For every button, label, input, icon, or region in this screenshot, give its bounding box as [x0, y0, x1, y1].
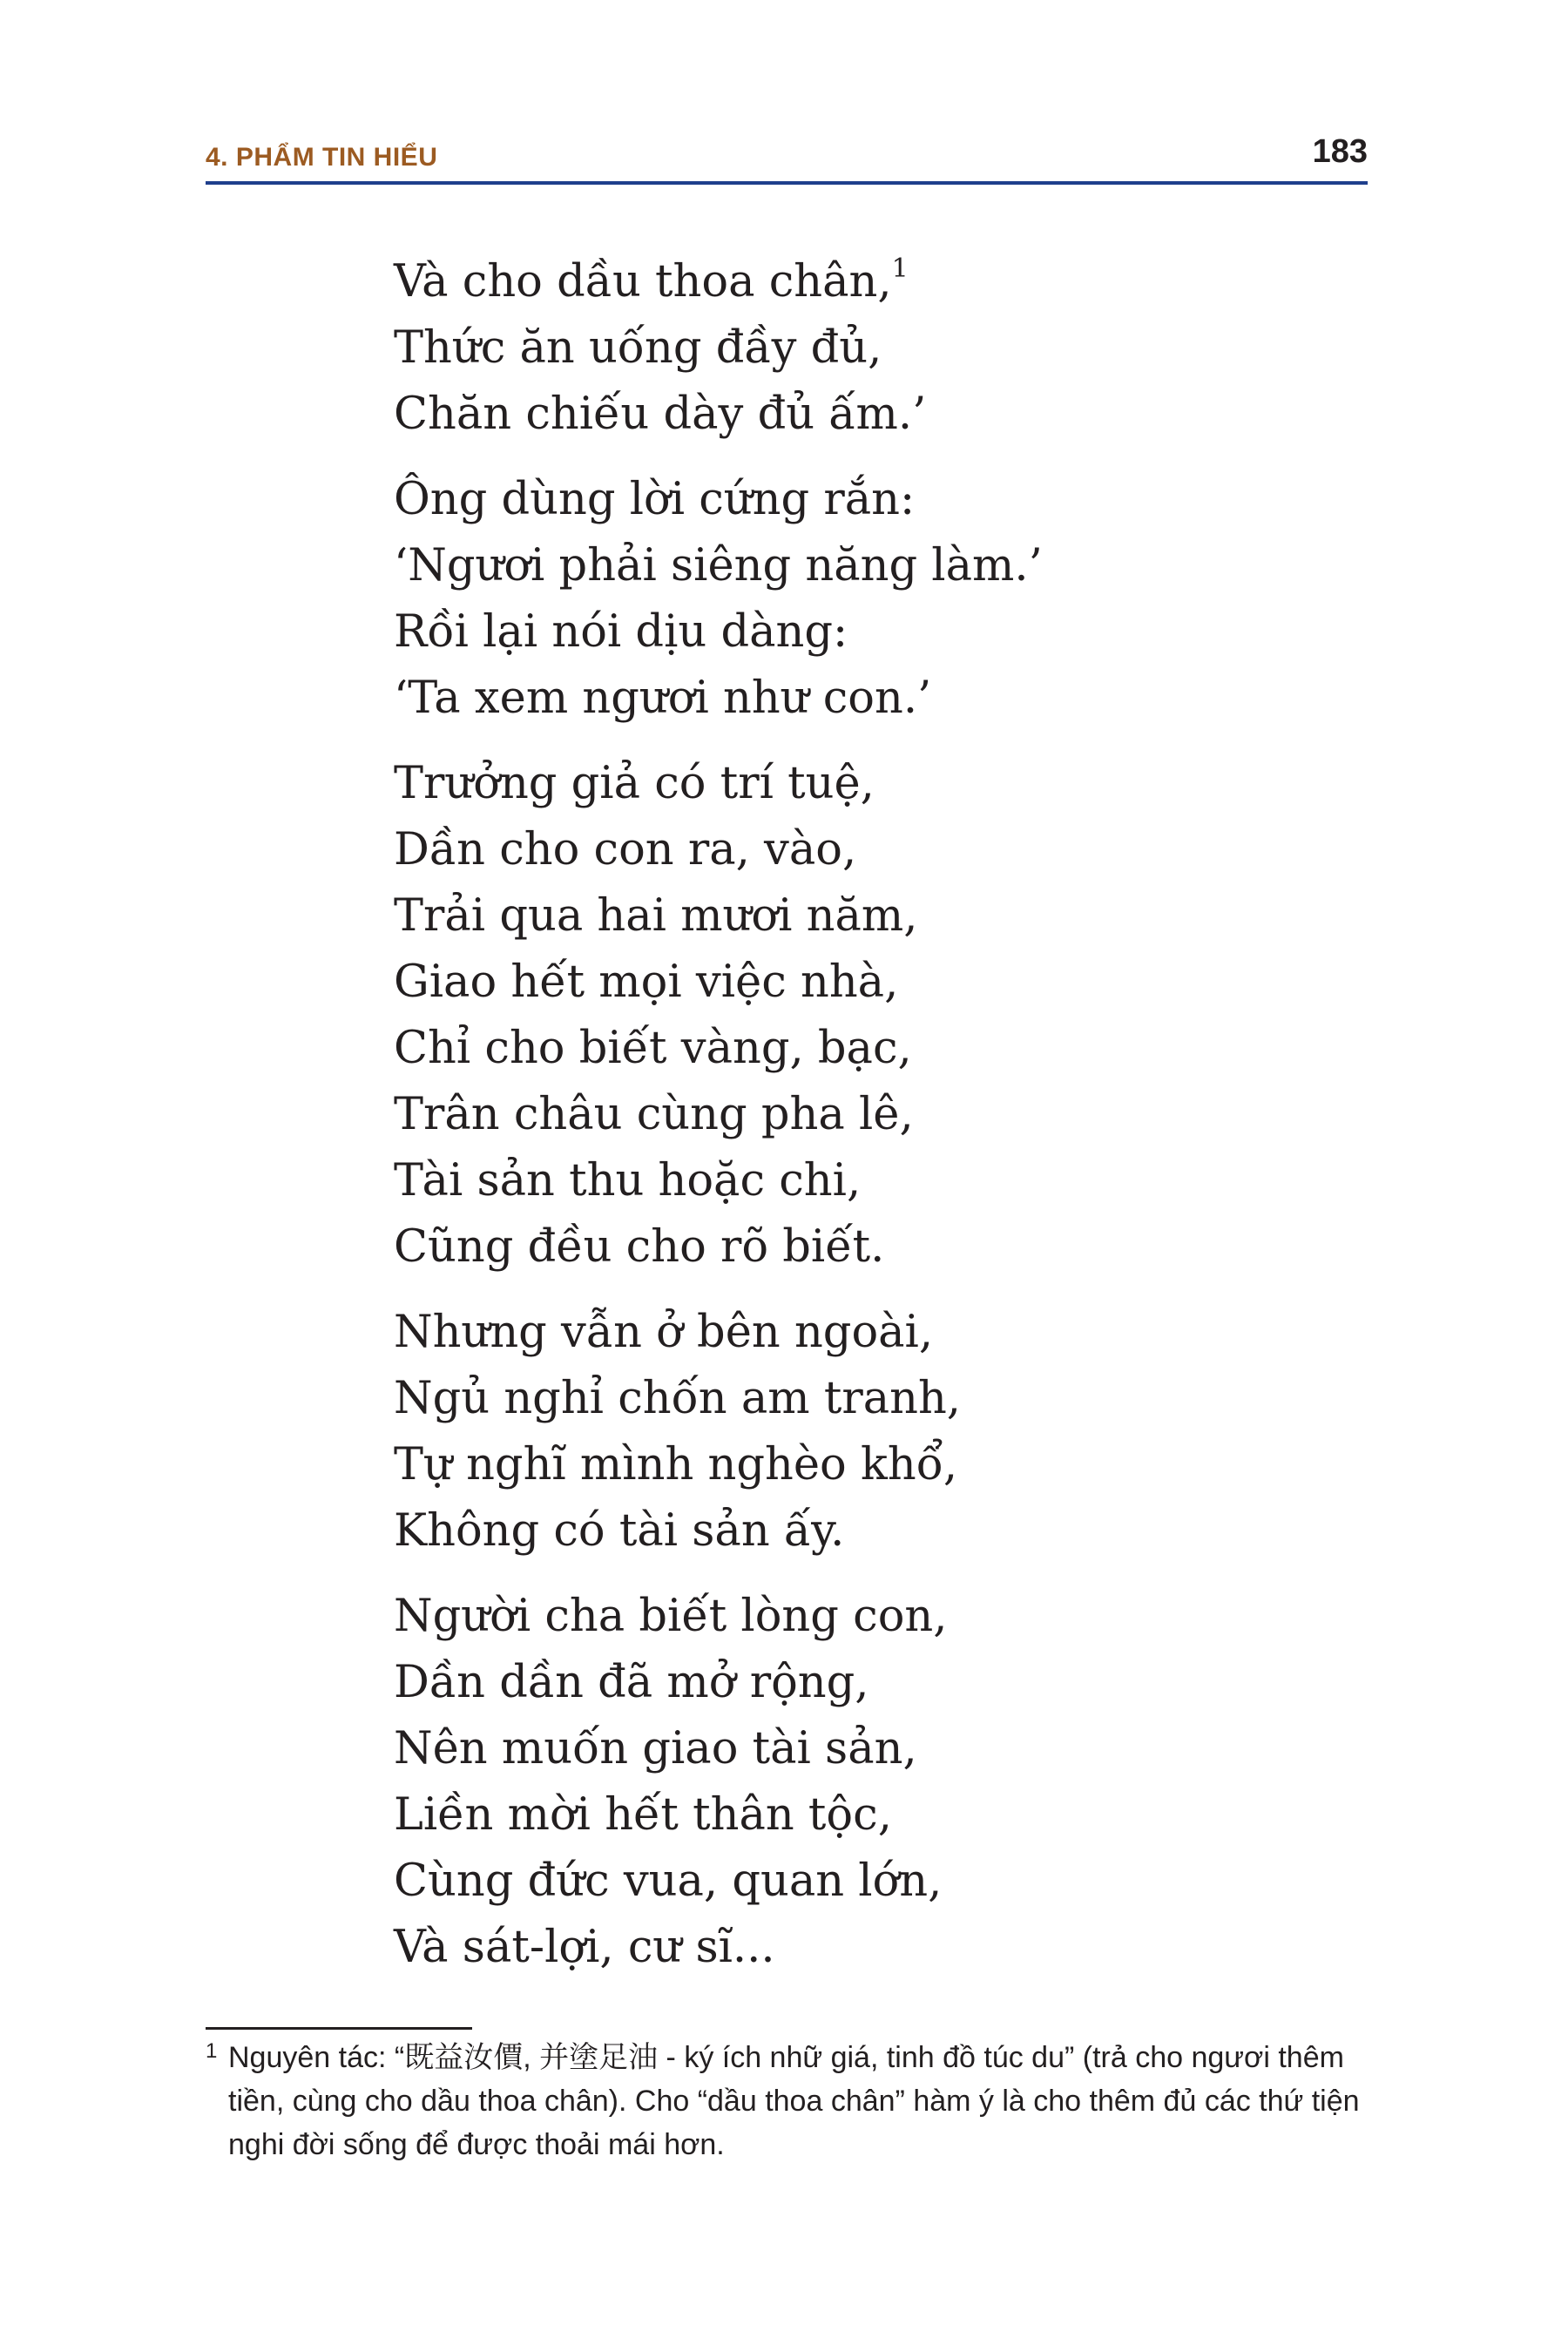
poem-line: [394, 1584, 1352, 1650]
footnote-text: Nguyên tác: “既益汝價, 并塗足油 - ký ích nhữ giá, tinh đồ túc du” (trả cho ngươi thêm tiền, cùng cho dầu thoa chân). Cho “dầu thoa chân” hàm ý là cho thêm đủ các thứ tiện nghi đời sống để được thoải mái hơn.: [228, 2041, 1360, 2161]
poem-line: [394, 1716, 1352, 1782]
poem-body: [394, 249, 1352, 2000]
poem-line: [394, 1432, 1352, 1498]
poem-line: [394, 817, 1352, 883]
poem-line: [394, 249, 1352, 315]
poem-line: [394, 382, 1352, 448]
poem-line: [394, 599, 1352, 666]
poem-line-text: Không có tài sản ấy.: [394, 1505, 845, 1557]
poem-line-text: Trải qua hai mươi năm,: [394, 890, 918, 942]
page-number: 183: [1312, 133, 1368, 170]
footnote-mark: 1: [206, 2039, 218, 2063]
poem-line: [394, 883, 1352, 950]
poem-line-text: Chăn chiếu dày đủ ấm.’: [394, 389, 927, 440]
poem-line-text: Ông dùng lời cứng rắn:: [394, 474, 916, 525]
poem-line: [394, 1148, 1352, 1214]
stanza: [394, 467, 1352, 732]
poem-line-text: Tự nghĩ mình nghèo khổ,: [394, 1439, 958, 1490]
poem-line-text: Và cho dầu thoa chân,: [394, 256, 892, 308]
poem-line-text: Trưởng giả có trí tuệ,: [394, 758, 875, 809]
stanza: [394, 751, 1352, 1281]
poem-line-text: ‘Ta xem ngươi như con.’: [394, 672, 932, 724]
poem-line-text: Chỉ cho biết vàng, bạc,: [394, 1023, 912, 1074]
poem-line: [394, 467, 1352, 533]
poem-line-text: Trân châu cùng pha lê,: [394, 1089, 914, 1140]
poem-line: [394, 315, 1352, 382]
poem-line-text: Rồi lại nói dịu dàng:: [394, 606, 848, 658]
poem-line-text: Giao hết mọi việc nhà,: [394, 956, 899, 1008]
poem-line-text: Liền mời hết thân tộc,: [394, 1789, 892, 1841]
poem-line-text: Ngủ nghỉ chốn am tranh,: [394, 1373, 962, 1424]
footnote: [206, 2036, 1377, 2166]
poem-line-text: Nhưng vẫn ở bên ngoài,: [394, 1307, 934, 1358]
poem-line: [394, 1300, 1352, 1366]
poem-line: [394, 1848, 1352, 1915]
poem-line: [394, 1498, 1352, 1565]
stanza: [394, 249, 1352, 448]
poem-line-text: ‘Ngươi phải siêng năng làm.’: [394, 540, 1043, 591]
stanza: [394, 1584, 1352, 1981]
page-header: [206, 120, 1368, 185]
poem-line: [394, 1782, 1352, 1848]
poem-line: [394, 1366, 1352, 1432]
poem-line: [394, 751, 1352, 817]
poem-line-text: Dần dần đã mở rộng,: [394, 1657, 869, 1708]
poem-line: [394, 1016, 1352, 1082]
poem-line: [394, 666, 1352, 732]
poem-line-text: Người cha biết lòng con,: [394, 1591, 948, 1642]
footnote-reference[interactable]: 1: [891, 253, 909, 284]
poem-line-text: Cùng đức vua, quan lớn,: [394, 1855, 943, 1907]
poem-line-text: Dần cho con ra, vào,: [394, 824, 857, 875]
poem-line: [394, 950, 1352, 1016]
poem-line-text: Cũng đều cho rõ biết.: [394, 1221, 885, 1273]
poem-line: [394, 1214, 1352, 1281]
poem-line-text: Tài sản thu hoặc chi,: [394, 1155, 862, 1206]
stanza: [394, 1300, 1352, 1565]
poem-line-text: Và sát-lợi, cư sĩ...: [394, 1922, 775, 1973]
poem-line-text: Thức ăn uống đầy đủ,: [394, 322, 882, 374]
poem-line: [394, 1082, 1352, 1148]
poem-line: [394, 1915, 1352, 1981]
chapter-title: 4. PHẨM TIN HIỂU: [206, 143, 438, 172]
footnote-divider: [206, 2027, 472, 2030]
poem-line-text: Nên muốn giao tài sản,: [394, 1723, 917, 1774]
poem-line: [394, 1650, 1352, 1716]
poem-line: [394, 533, 1352, 599]
